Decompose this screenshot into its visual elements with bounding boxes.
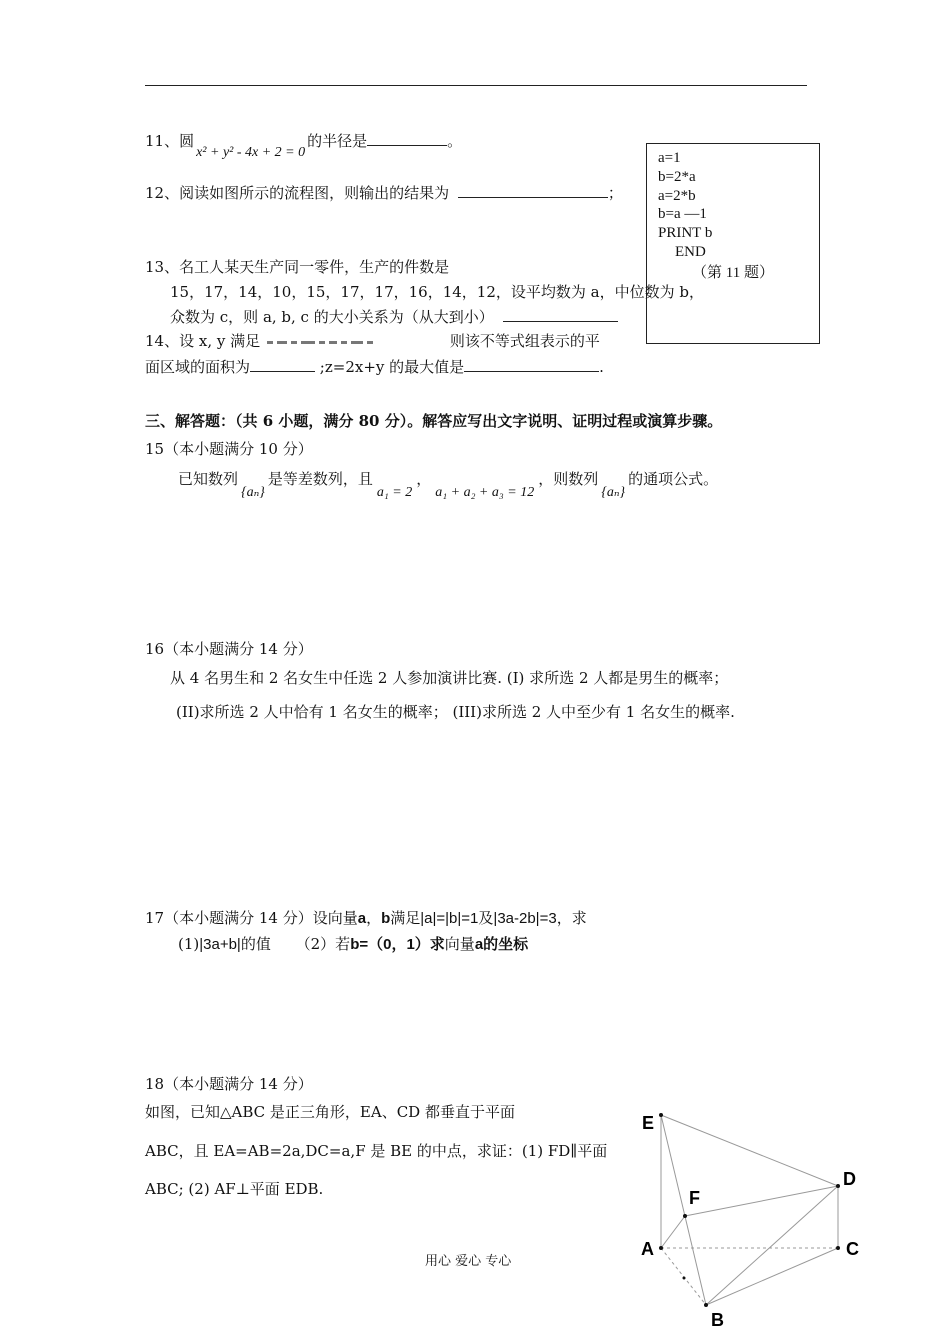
point-B — [704, 1303, 708, 1307]
program-line: a=1 — [658, 150, 681, 166]
edge-CB — [706, 1248, 838, 1305]
page-footer: 用心 爱心 专心 — [425, 1254, 512, 1269]
edge-ED — [661, 1115, 838, 1186]
question-15-body — [178, 468, 719, 500]
section-3-heading: 三、解答题：（共 6 小题，满分 80 分）。解答应写出文字说明、证明过程或演算步骤。 — [145, 412, 723, 430]
label-B: B — [711, 1310, 724, 1330]
label-D: D — [843, 1169, 856, 1189]
q17-p1b: |3a+b| — [199, 936, 241, 953]
q14-line1b: 则该不等式组表示的平 — [449, 332, 600, 350]
edge-AF — [661, 1216, 685, 1248]
q18-line3: ABC; (2) AF⊥平面 EDB. — [145, 1180, 324, 1198]
q16-title: 16（本小题满分 14 分） — [145, 640, 313, 658]
q15-title: 15（本小题满分 10 分） — [145, 440, 313, 458]
q18-line1: 如图，已知△ABC 是正三角形，EA、CD 都垂直于平面 — [145, 1103, 515, 1121]
program-line: b=2*a — [658, 169, 696, 185]
edge-DB — [706, 1186, 838, 1305]
q17-p2e: 的坐标 — [483, 935, 529, 953]
geometry-figure — [635, 1100, 870, 1335]
q11-end: 。 — [447, 132, 463, 150]
q18-title: 18（本小题满分 14 分） — [145, 1075, 313, 1093]
point-E — [659, 1113, 663, 1117]
q15-sep: ， — [416, 470, 432, 488]
q14-inequality-image — [265, 332, 450, 350]
header-rule — [145, 85, 807, 86]
q11-answer-blank[interactable] — [367, 131, 447, 146]
q17-p2b: b=（0，1）求 — [350, 936, 445, 953]
q12-text: 12、阅读如图所示的流程图，则输出的结果为 — [145, 184, 450, 202]
edge-FD — [685, 1186, 838, 1216]
q15-cond1: a₁ = 2 — [376, 485, 413, 500]
q15-t4: 的通项公式。 — [628, 470, 719, 488]
q17-p2d: a — [474, 936, 484, 953]
q14-line2b: ;z=2x+y 的最大值是 — [319, 358, 465, 376]
q12-answer-blank[interactable] — [458, 183, 608, 198]
q17-vec-b: b — [381, 910, 391, 927]
q17-p1a: (1) — [178, 935, 200, 953]
program-box — [646, 143, 820, 344]
q17-and: 及 — [478, 909, 494, 927]
question-13-line3 — [170, 306, 618, 327]
program-line: b=a —1 — [658, 206, 707, 222]
q16-line2: (II)求所选 2 人中恰有 1 名女生的概率； (III)求所选 2 人中至少有 1 名女生的概率. — [176, 703, 735, 721]
q15-t1: 已知数列 — [178, 470, 239, 488]
q15-t2: 是等差数列，且 — [267, 470, 373, 488]
q15-seq2: {aₙ} — [601, 485, 626, 500]
q15-cond2: a₁ + a₂ + a₃ = 12 — [435, 485, 535, 500]
program-caption: （第 11 题） — [692, 265, 774, 281]
q15-seq: {aₙ} — [241, 485, 265, 500]
q17-p2a: （2）若 — [295, 935, 351, 953]
label-F: F — [689, 1188, 700, 1208]
point-D — [836, 1184, 840, 1188]
question-17-line1 — [145, 907, 587, 928]
q14-max-blank[interactable] — [464, 357, 599, 372]
q18-line2: ABC，且 EA=AB=2a,DC=a,F 是 BE 的中点，求证：(1) FD∥平面 — [145, 1142, 608, 1160]
program-line: END — [675, 244, 706, 260]
q14-area-blank[interactable] — [250, 357, 315, 372]
label-E: E — [642, 1113, 655, 1133]
q17-comma: ， — [366, 909, 382, 927]
q11-number: 11、圆 — [145, 132, 195, 150]
q17-abs1: |a|=|b|=1 — [420, 910, 479, 927]
label-C: C — [846, 1239, 859, 1259]
question-14-line1 — [145, 330, 600, 351]
question-12 — [145, 182, 623, 203]
program-line: PRINT b — [658, 225, 713, 241]
q16-line1: 从 4 名男生和 2 名女生中任选 2 人参加演讲比赛. (I) 求所选 2 人都是男生的概率； — [170, 669, 729, 687]
q12-end: ； — [607, 184, 623, 202]
q17-sat: 满足 — [390, 909, 421, 927]
stray-dot — [683, 1277, 686, 1280]
question-11 — [145, 130, 463, 160]
q13-answer-blank[interactable] — [503, 307, 618, 322]
point-F — [683, 1214, 687, 1218]
q17-title: 17（本小题满分 14 分）设向量 — [145, 909, 358, 927]
program-line: a=2*b — [658, 188, 696, 204]
q13-line3: 众数为 c，则 a, b, c 的大小关系为（从大到小） — [170, 308, 494, 326]
label-A: A — [641, 1239, 654, 1259]
question-14-line2 — [145, 356, 604, 377]
point-C — [836, 1246, 840, 1250]
question-17-line2 — [178, 933, 528, 954]
q14-line2end: . — [599, 358, 604, 376]
q17-p2c: 向量 — [444, 935, 475, 953]
q14-line1a: 14、设 x, y 满足 — [145, 332, 261, 350]
q14-line2a: 面区域的面积为 — [145, 358, 251, 376]
q17-p1c: 的值 — [240, 935, 271, 953]
q13-line1: 13、名工人某天生产同一零件，生产的件数是 — [145, 258, 450, 276]
q17-ask: ，求 — [556, 909, 587, 927]
q11-equation: x² + y² - 4x + 2 = 0 — [196, 145, 306, 160]
q13-line2: 15，17，14，10，15，17，17，16，14，12，设平均数为 a，中位数为 b， — [170, 283, 704, 301]
q11-text: 的半径是 — [307, 132, 368, 150]
q15-t3: ，则数列 — [538, 470, 599, 488]
q17-abs2: |3a-2b|=3 — [493, 910, 557, 927]
point-A — [659, 1246, 663, 1250]
q17-vec-a: a — [357, 910, 367, 927]
